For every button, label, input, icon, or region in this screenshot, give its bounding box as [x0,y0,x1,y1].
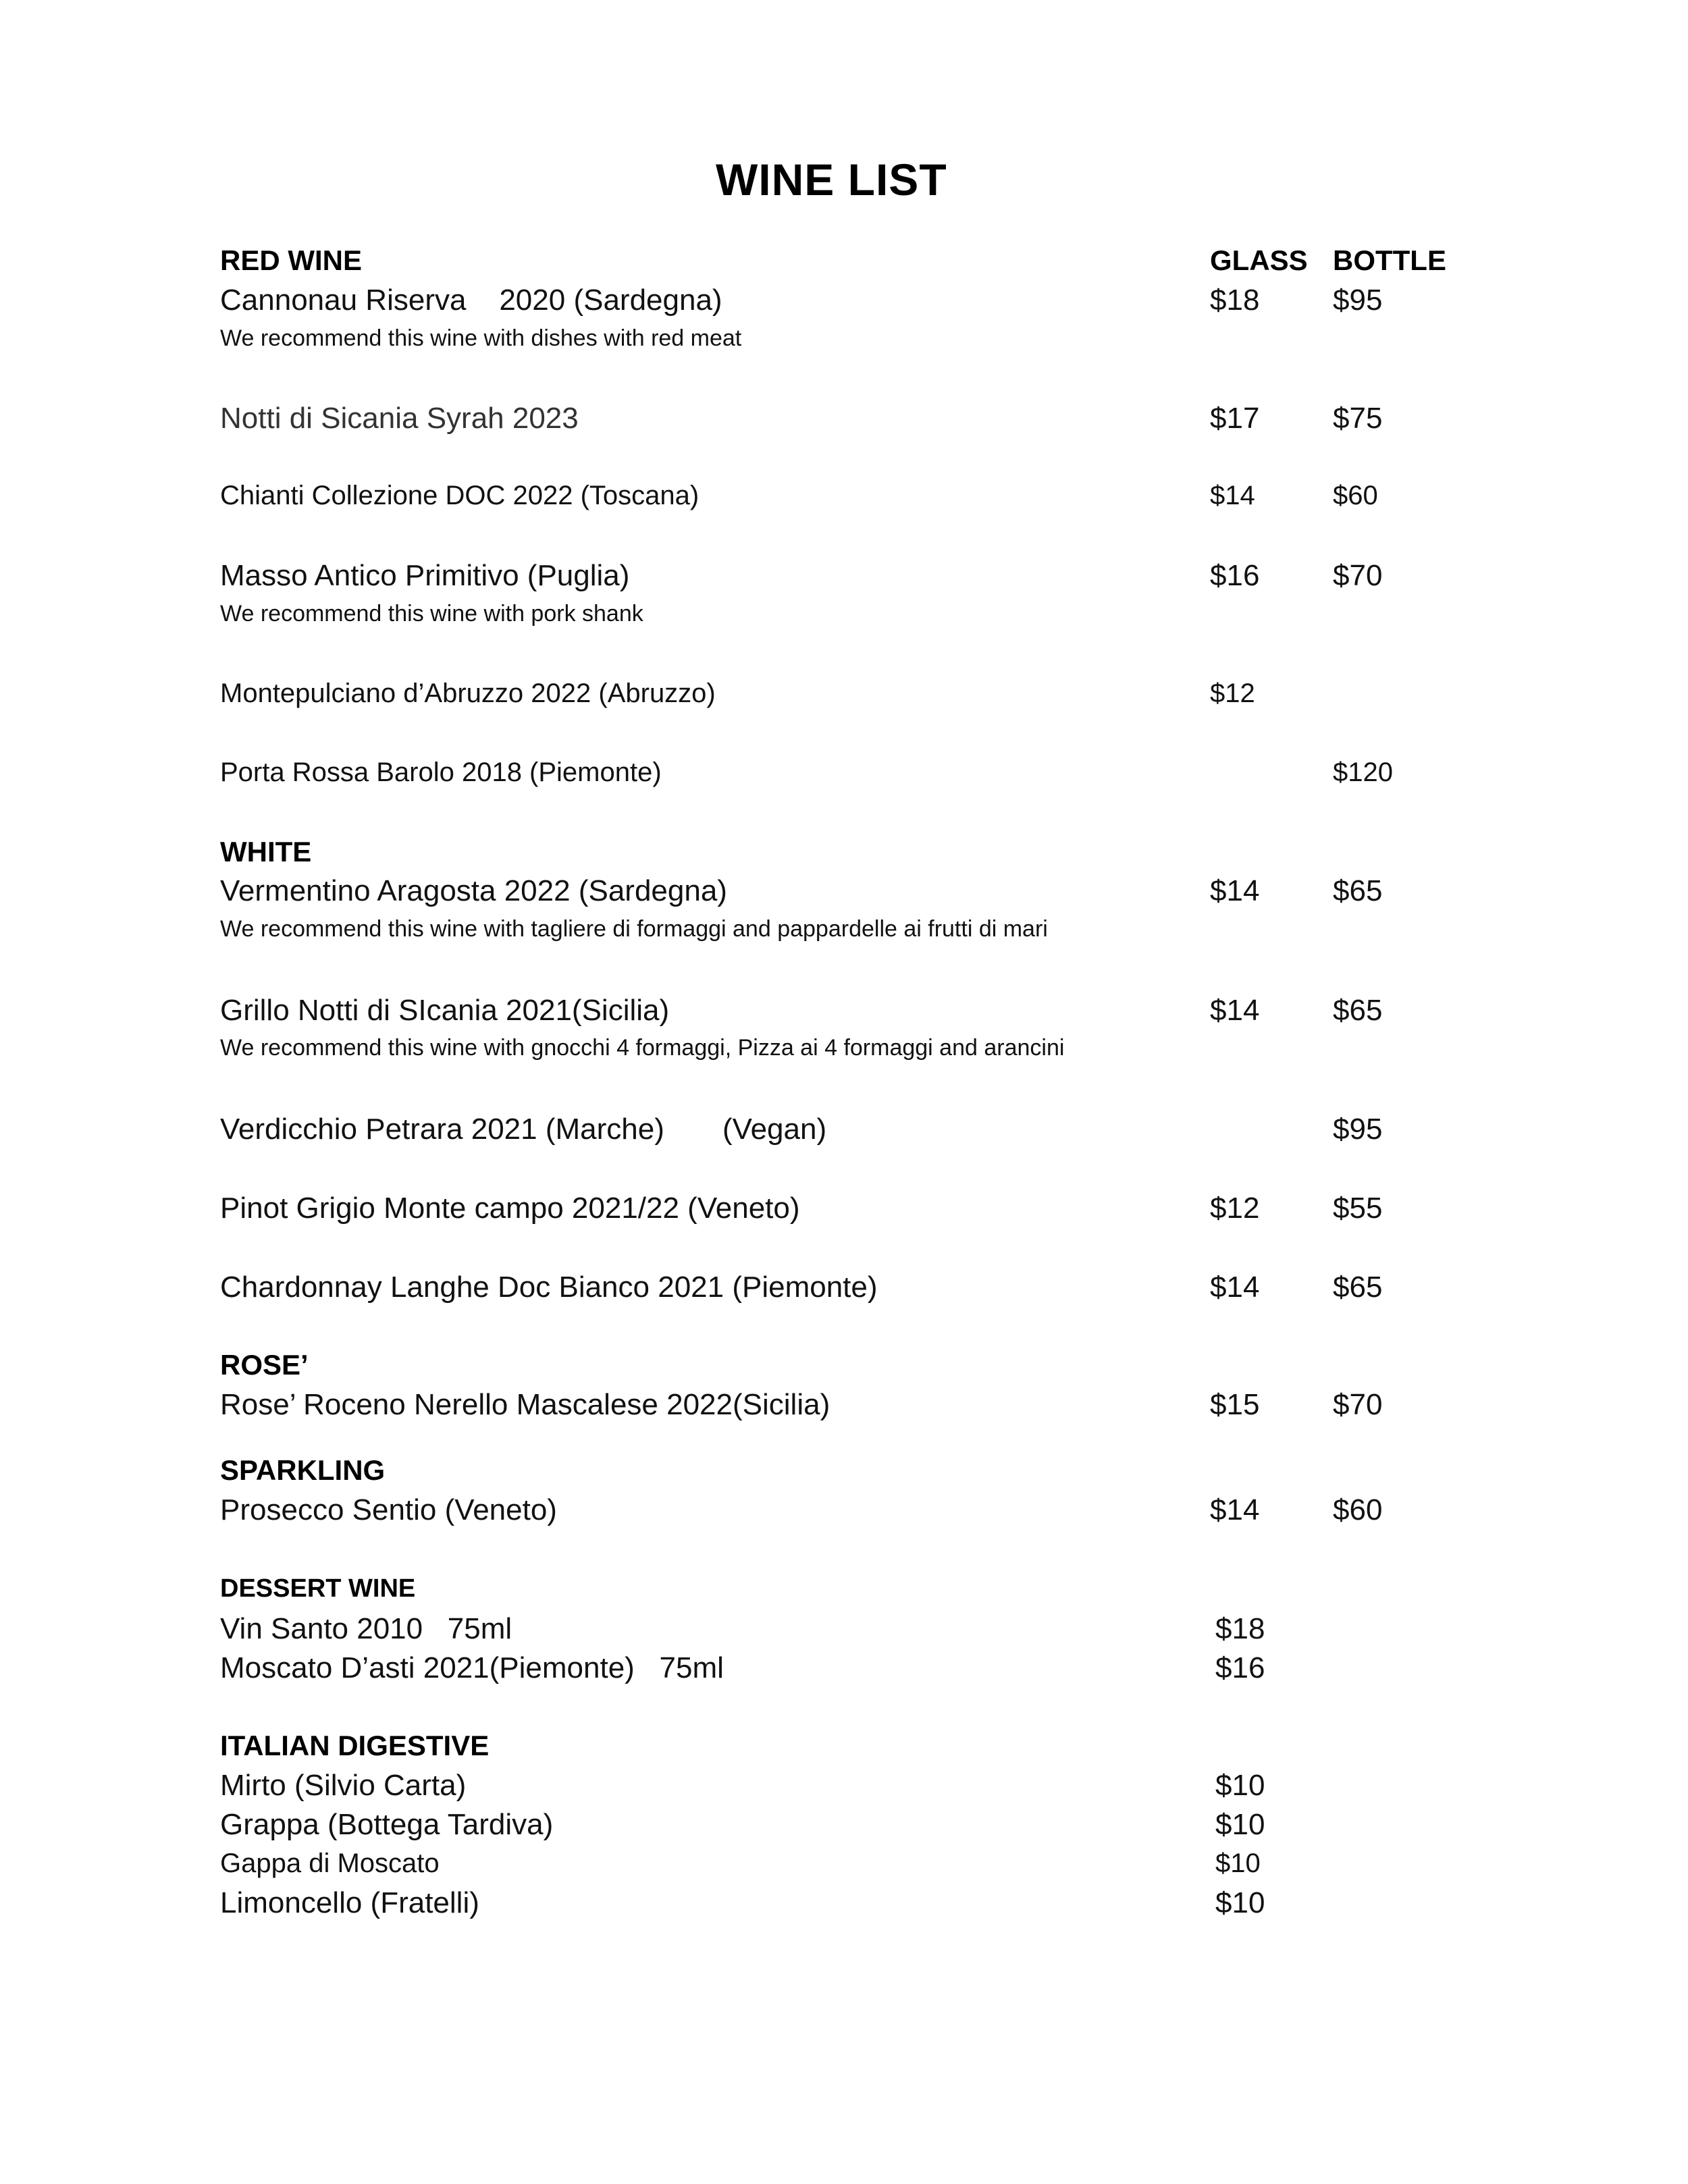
wine-item [220,678,1537,719]
bottle-price: $55 [1333,1192,1383,1225]
digestive-header [220,1730,1537,1770]
section-heading: RED WINE [220,244,362,276]
glass-price: $17 [1210,402,1260,435]
wine-item [220,1271,1537,1311]
wine-name: Cannonau Riserva 2020 (Sardegna) [220,284,722,317]
digestive-name: Grappa (Bottega Tardiva) [220,1808,554,1841]
wine-item [220,874,1537,915]
section-heading: SPARKLING [220,1454,386,1486]
bottle-price: $95 [1333,284,1383,317]
digestive-price: $10 [1215,1848,1261,1878]
bottle-price: $70 [1333,559,1383,592]
wine-item [220,1612,1537,1653]
section-heading: WHITE [220,836,312,868]
glass-price: $18 [1210,284,1260,317]
wine-name: Chianti Collezione DOC 2022 (Toscana) [220,481,700,510]
wine-name: Grillo Notti di SIcania 2021(Sicilia) [220,994,670,1027]
digestive-item [220,1769,1537,1809]
bottle-column-header: BOTTLE [1333,244,1446,276]
digestive-item [220,1848,1537,1889]
digestive-item [220,1886,1537,1927]
wine-item [220,1192,1537,1232]
bottle-price: $60 [1333,481,1378,510]
wine-name: Rose’ Roceno Nerello Mascalese 2022(Sicilia) [220,1388,830,1421]
bottle-price: $65 [1333,874,1383,907]
wine-item [220,1493,1537,1534]
glass-price: $12 [1210,1192,1260,1225]
bottle-price: $95 [1333,1113,1383,1146]
dessert-wine-header [220,1574,1537,1615]
glass-price: $14 [1210,1493,1260,1526]
wine-item [220,284,1537,324]
wine-name: Notti di Sicania Syrah 2023 [220,402,579,435]
bottle-price: $65 [1333,1271,1383,1304]
glass-price: $14 [1210,874,1260,907]
wine-name: Moscato D’asti 2021(Piemonte) 75ml [220,1651,724,1684]
red-wine-header [220,244,1537,285]
section-heading: ITALIAN DIGESTIVE [220,1730,490,1761]
bottle-price: $60 [1333,1493,1383,1526]
wine-item [220,559,1537,600]
glass-price: $12 [1210,678,1255,708]
sparkling-wine-header [220,1454,1537,1495]
wine-name: Masso Antico Primitivo (Puglia) [220,559,630,592]
glass-price: $15 [1210,1388,1260,1421]
wine-item [220,757,1537,798]
digestive-item [220,1808,1537,1848]
digestive-price: $10 [1215,1886,1265,1919]
wine-item [220,1113,1537,1153]
wine-item [220,402,1537,442]
page-title: WINE LIST [716,155,947,205]
pairing-note: We recommend this wine with pork shank [220,601,643,627]
digestive-name: Mirto (Silvio Carta) [220,1769,467,1802]
wine-name: Vermentino Aragosta 2022 (Sardegna) [220,874,727,907]
wine-name: Chardonnay Langhe Doc Bianco 2021 (Piemonte) [220,1271,878,1304]
pairing-note: We recommend this wine with dishes with red meat [220,325,742,351]
bottle-price: $75 [1333,402,1383,435]
wine-item [220,1388,1537,1429]
glass-price: $16 [1210,559,1260,592]
digestive-name: Gappa di Moscato [220,1848,440,1878]
wine-name: Porta Rossa Barolo 2018 (Piemonte) [220,757,662,787]
digestive-name: Limoncello (Fratelli) [220,1886,479,1919]
glass-price: $14 [1210,994,1260,1027]
glass-price: $14 [1210,1271,1260,1304]
wine-name: Montepulciano d’Abruzzo 2022 (Abruzzo) [220,678,716,708]
glass-price: $16 [1215,1651,1265,1684]
wine-item [220,481,1537,521]
pairing-note: We recommend this wine with gnocchi 4 formaggi, Pizza ai 4 formaggi and arancini [220,1035,1065,1061]
section-heading: DESSERT WINE [220,1574,416,1603]
wine-name: Pinot Grigio Monte campo 2021/22 (Veneto) [220,1192,800,1225]
glass-price: $18 [1215,1612,1265,1645]
bottle-price: $65 [1333,994,1383,1027]
glass-price: $14 [1210,481,1255,510]
wine-name: Vin Santo 2010 75ml [220,1612,512,1645]
section-heading: ROSE’ [220,1349,309,1381]
wine-item [220,1651,1537,1692]
wine-name: Prosecco Sentio (Veneto) [220,1493,557,1526]
rose-wine-header [220,1349,1537,1389]
digestive-price: $10 [1215,1808,1265,1841]
white-wine-header [220,836,1537,876]
wine-item [220,994,1537,1034]
digestive-price: $10 [1215,1769,1265,1802]
bottle-price: $120 [1333,757,1393,787]
glass-column-header: GLASS [1210,244,1308,276]
bottle-price: $70 [1333,1388,1383,1421]
pairing-note: We recommend this wine with tagliere di formaggi and pappardelle ai frutti di mari [220,916,1048,942]
wine-name: Verdicchio Petrara 2021 (Marche) [220,1113,664,1146]
vegan-tag: (Vegan) [722,1113,827,1146]
